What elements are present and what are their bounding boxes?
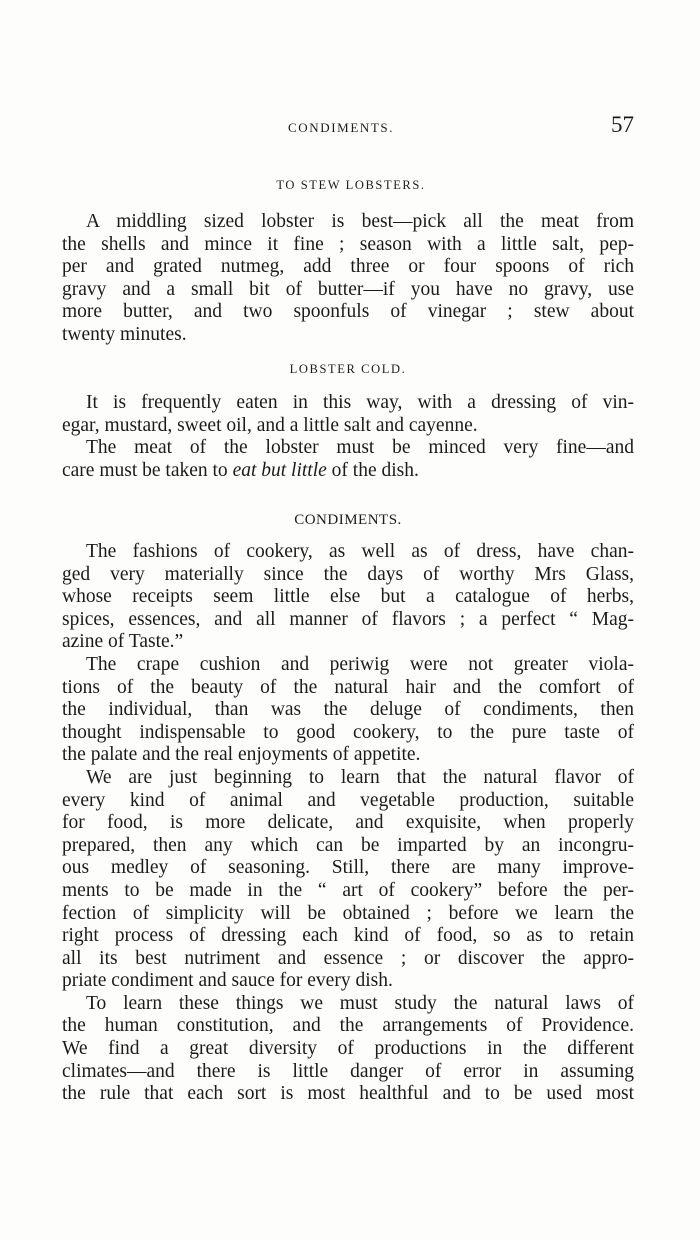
- text-line: ments to be made in the “ art of cookery” before the per-: [62, 879, 634, 901]
- text-line: egar, mustard, sweet oil, and a little salt and cayenne.: [62, 414, 478, 436]
- text-line: all its best nutriment and essence ; or discover the appro-: [62, 947, 634, 969]
- text-line: per and grated nutmeg, add three or four spoons of rich: [62, 256, 634, 278]
- text-line: A middling sized lobster is best—pick all the meat from: [86, 211, 634, 232]
- section-heading-lobster-cold: LOBSTER COLD.: [289, 362, 407, 376]
- text-line: the palate and the real enjoyments of appetite.: [62, 744, 421, 766]
- text-line: twenty minutes.: [62, 323, 187, 345]
- running-head: [62, 112, 634, 142]
- text-line: tions of the beauty of the natural hair and the comfort of: [62, 676, 634, 698]
- text-line: the individual, than was the deluge of condiments, then: [62, 699, 634, 721]
- text-line: the rule that each sort is most healthful and to be used most: [62, 1083, 634, 1105]
- text-line: We are just beginning to learn that the natural flavor of: [86, 766, 634, 788]
- text-line: fection of simplicity will be obtained ; before we learn the: [62, 902, 634, 924]
- paragraph: [62, 437, 634, 482]
- text-line: for food, is more delicate, and exquisite, when properly: [62, 812, 634, 834]
- text-line: ged very materially since the days of worthy Mrs Glass,: [62, 563, 634, 585]
- section-body-condiments: [62, 541, 634, 1106]
- text-line: every kind of animal and vegetable production, suitable: [62, 789, 634, 811]
- text-line: ous medley of seasoning. Still, there are many improve-: [62, 857, 634, 879]
- running-title: CONDIMENTS.: [288, 120, 395, 135]
- paragraph: [62, 392, 634, 437]
- text-line: the human constitution, and the arrangements of Providence.: [62, 1015, 634, 1037]
- text-line: care must be taken to eat but little of the dish.: [62, 459, 419, 481]
- section-heading-to-stew-lobsters: TO STEW LOBSTERS.: [276, 178, 426, 192]
- text-line: azine of Taste.”: [62, 631, 184, 653]
- text-line: To learn these things we must study the natural laws of: [86, 992, 634, 1014]
- paragraph: [62, 541, 634, 654]
- text-line: We find a great diversity of productions in the different: [62, 1038, 634, 1060]
- text-line: thought indispensable to good cookery, to the pure taste of: [62, 721, 634, 743]
- text-line: priate condiment and sauce for every dish.: [62, 970, 393, 992]
- text-line: spices, essences, and all manner of flavors ; a perfect “ Mag-: [62, 608, 634, 630]
- text-line: whose receipts seem little else but a catalogue of herbs,: [62, 586, 634, 608]
- section-heading-condiments: CONDIMENTS.: [294, 512, 402, 528]
- paragraph: [62, 211, 634, 347]
- text-line: right process of dressing each kind of food, so as to retain: [62, 925, 634, 947]
- section-body-to-stew-lobsters: [62, 211, 634, 347]
- text-line: The crape cushion and periwig were not greater viola-: [86, 653, 634, 675]
- text-line: It is frequently eaten in this way, with a dressing of vin-: [86, 392, 634, 413]
- text-line: The fashions of cookery, as well as of dress, have chan-: [86, 541, 634, 562]
- paragraph: [62, 993, 634, 1106]
- page-number: 57: [611, 112, 634, 137]
- section-body-lobster-cold: [62, 392, 634, 482]
- text-line: The meat of the lobster must be minced very fine—and: [86, 437, 634, 459]
- text-line: gravy and a small bit of butter—if you have no gravy, use: [62, 278, 634, 300]
- paragraph: [62, 654, 634, 767]
- book-page: [62, 0, 634, 1240]
- emphasis: eat but little: [232, 459, 327, 481]
- text-line: prepared, then any which can be imparted by an incongru-: [62, 834, 634, 856]
- text-line: climates—and there is little danger of error in assuming: [62, 1060, 634, 1082]
- text-line: the shells and mince it fine ; season with a little salt, pep-: [62, 233, 634, 255]
- paragraph: [62, 767, 634, 993]
- text-line: more butter, and two spoonfuls of vinegar ; stew about: [62, 301, 634, 323]
